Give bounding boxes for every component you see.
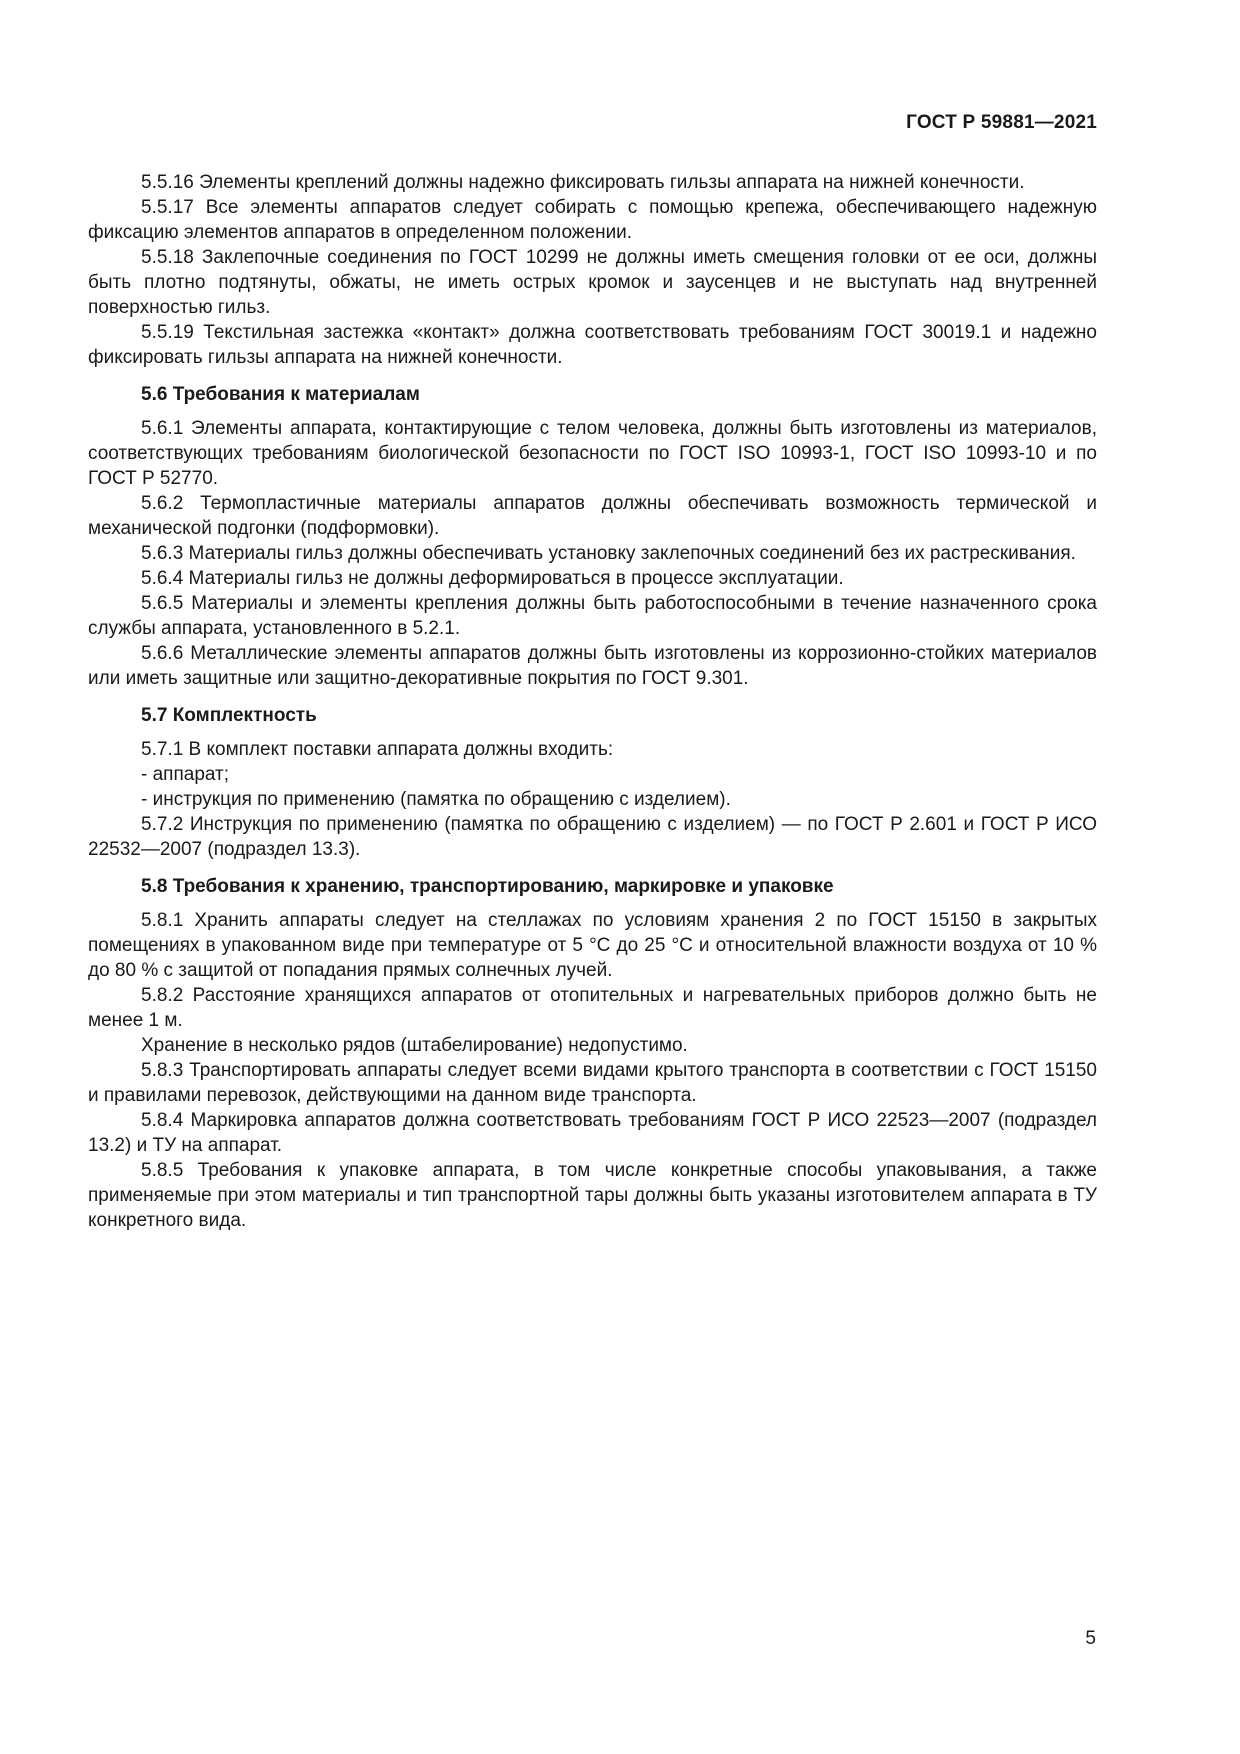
paragraph-5-6-6: 5.6.6 Металлические элементы аппаратов должны быть изготовлены из коррозионно-стойких материалов или иметь защитные или защитно-декоративные покрытия по ГОСТ 9.301. bbox=[88, 643, 1097, 689]
paragraph-5-5-17: 5.5.17 Все элементы аппаратов следует собирать с помощью крепежа, обеспечивающего надежную фиксацию элементов аппаратов в определенном положении. bbox=[88, 197, 1097, 243]
paragraph-5-6-5: 5.6.5 Материалы и элементы крепления должны быть работоспособными в течение назначенного срока службы аппарата, установленного в 5.2.1. bbox=[88, 593, 1097, 639]
page-number: 5 bbox=[1085, 1628, 1096, 1649]
document-code: ГОСТ Р 59881—2021 bbox=[906, 112, 1097, 133]
paragraph-5-6-4: 5.6.4 Материалы гильз не должны деформироваться в процессе эксплуатации. bbox=[141, 568, 844, 589]
section-5-5-continuation bbox=[88, 170, 1097, 370]
paragraph-storage-stacking: Хранение в несколько рядов (штабелирование) недопустимо. bbox=[141, 1035, 688, 1056]
section-5-6 bbox=[88, 382, 1097, 691]
paragraph-5-5-18: 5.5.18 Заклепочные соединения по ГОСТ 10299 не должны иметь смещения головки от ее оси, должны быть плотно подтянуты, обжаты, не иметь острых кромок и заусенцев и не выступать над внутренней поверхностью гильз. bbox=[88, 247, 1097, 318]
list-item: - аппарат; bbox=[141, 764, 230, 785]
document-body bbox=[88, 170, 1097, 1233]
paragraph-5-6-1: 5.6.1 Элементы аппарата, контактирующие с телом человека, должны быть изготовлены из материалов, соответствующих требованиям биологической безопасности по ГОСТ ISO 10993-1, ГОСТ ISO 10993-10 и по ГОСТ Р 52770. bbox=[88, 418, 1097, 489]
paragraph-5-7-2: 5.7.2 Инструкция по применению (памятка по обращению с изделием) — по ГОСТ Р 2.601 и ГОСТ Р ИСО 22532—2007 (подраздел 13.3). bbox=[88, 814, 1097, 860]
section-heading-5-7: 5.7 Комплектность bbox=[141, 705, 317, 726]
paragraph-5-5-16: 5.5.16 Элементы креплений должны надежно фиксировать гильзы аппарата на нижней конечности. bbox=[141, 172, 1025, 193]
paragraph-5-6-2: 5.6.2 Термопластичные материалы аппаратов должны обеспечивать возможность термической и механической подгонки (подформовки). bbox=[88, 493, 1097, 539]
section-5-7 bbox=[88, 703, 1097, 862]
paragraph-5-8-3: 5.8.3 Транспортировать аппараты следует всеми видами крытого транспорта в соответствии с ГОСТ 15150 и правилами перевозок, действующими на данном виде транспорта. bbox=[88, 1060, 1097, 1106]
paragraph-5-8-2: 5.8.2 Расстояние хранящихся аппаратов от отопительных и нагревательных приборов должно быть не менее 1 м. bbox=[88, 985, 1097, 1031]
list-item: - инструкция по применению (памятка по обращению с изделием). bbox=[141, 789, 731, 810]
paragraph-5-8-1: 5.8.1 Хранить аппараты следует на стеллажах по условиям хранения 2 по ГОСТ 15150 в закрытых помещениях в упакованном виде при температуре от 5 °С до 25 °С и относительной влажности воздуха от 10 % до 80 % с защитой от попадания прямых солнечных лучей. bbox=[88, 910, 1097, 981]
paragraph-5-5-19: 5.5.19 Текстильная застежка «контакт» должна соответствовать требованиям ГОСТ 30019.1 и надежно фиксировать гильзы аппарата на нижней конечности. bbox=[88, 322, 1097, 368]
paragraph-5-6-3: 5.6.3 Материалы гильз должны обеспечивать установку заклепочных соединений без их растрескивания. bbox=[141, 543, 1076, 564]
paragraph-5-8-5: 5.8.5 Требования к упаковке аппарата, в том числе конкретные способы упаковывания, а также применяемые при этом материалы и тип транспортной тары должны быть указаны изготовителем аппарата в ТУ конкретного вида. bbox=[88, 1160, 1097, 1231]
paragraph-5-8-4: 5.8.4 Маркировка аппаратов должна соответствовать требованиям ГОСТ Р ИСО 22523—2007 (подраздел 13.2) и ТУ на аппарат. bbox=[88, 1110, 1097, 1156]
paragraph-5-7-1: 5.7.1 В комплект поставки аппарата должны входить: bbox=[141, 739, 614, 760]
section-heading-5-8: 5.8 Требования к хранению, транспортированию, маркировке и упаковке bbox=[141, 876, 834, 897]
section-heading-5-6: 5.6 Требования к материалам bbox=[141, 384, 420, 405]
section-5-8 bbox=[88, 874, 1097, 1233]
